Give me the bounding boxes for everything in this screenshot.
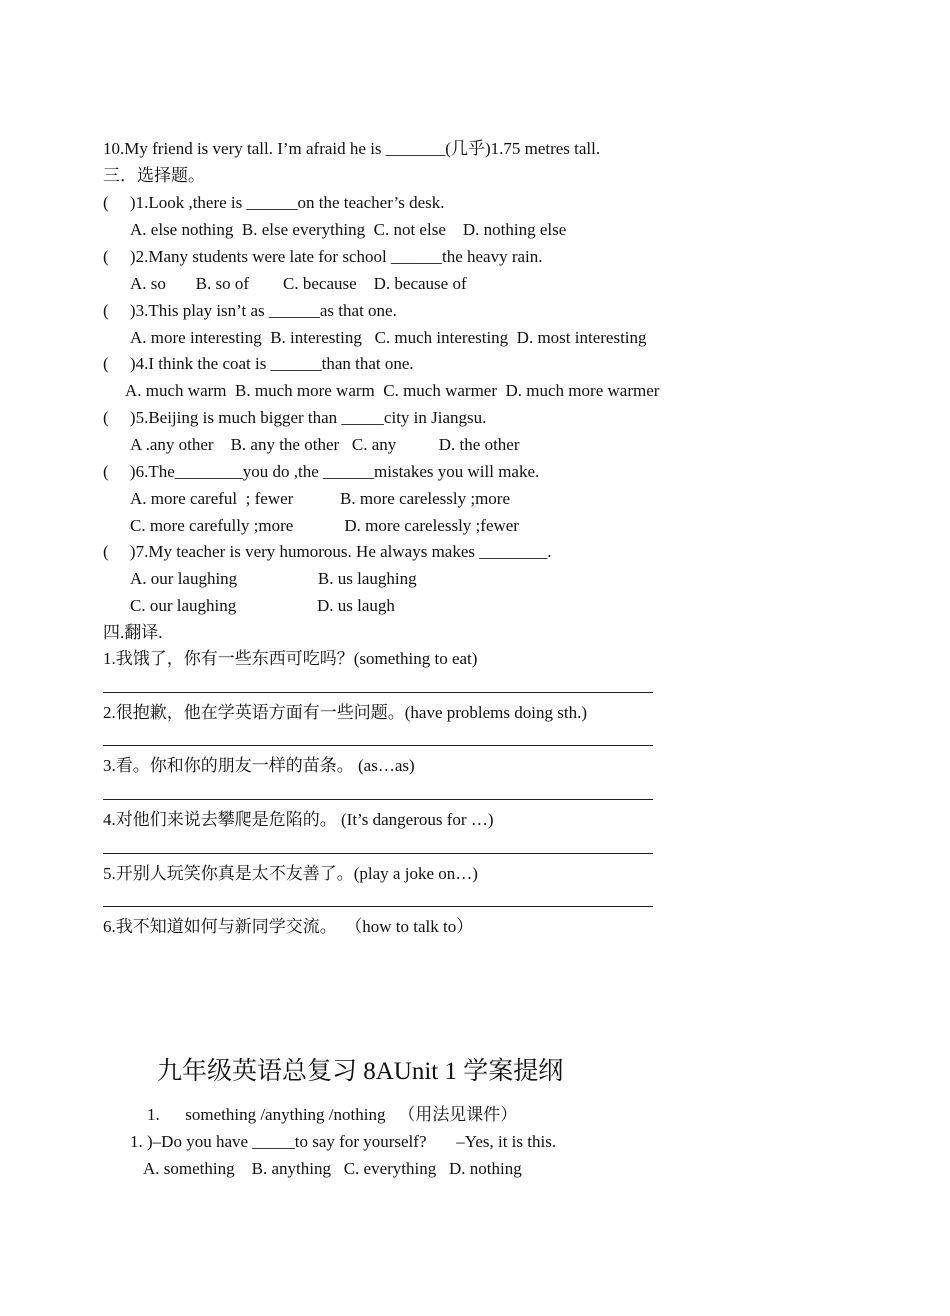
mc-question-4-options: A. much warm B. much more warm C. much warmer D. much more warmer <box>125 381 660 400</box>
mc-question-6-options-b: C. more carefully ;more D. more carelessly ;fewer <box>130 516 519 535</box>
outline-exercise-1-options: A. something B. anything C. everything D. nothing <box>143 1159 522 1178</box>
mc-question-3: ( )3.This play isn’t as ______as that one. <box>103 301 397 320</box>
mc-question-5-options: A .any other B. any the other C. any D. the other <box>130 435 520 454</box>
mc-question-2: ( )2.Many students were late for school ______the heavy rain. <box>103 247 543 266</box>
translation-4: 4.对他们来说去攀爬是危陷的。 (It’s dangerous for …) <box>103 810 494 829</box>
mc-question-6: ( )6.The________you do ,the ______mistakes you will make. <box>103 462 540 481</box>
review-outline-title: 九年级英语总复习 8AUnit 1 学案提纲 <box>157 1058 564 1085</box>
section-3-heading: 三．选择题。 <box>103 166 205 185</box>
answer-line-5 <box>103 906 653 907</box>
mc-question-6-options-a: A. more careful ; fewer B. more carelessly ;more <box>130 489 510 508</box>
answer-line-4 <box>103 853 653 854</box>
translation-3: 3.看。你和你的朋友一样的苗条。 (as…as) <box>103 756 415 775</box>
mc-question-4: ( )4.I think the coat is ______than that one. <box>103 354 414 373</box>
mc-question-7-options-a: A. our laughing B. us laughing <box>130 569 417 588</box>
answer-line-2 <box>103 745 653 746</box>
translation-6: 6.我不知道如何与新同学交流。 （how to talk to） <box>103 917 474 936</box>
outline-section-1: 1. something /anything /nothing （用法见课件） <box>147 1105 518 1124</box>
answer-line-3 <box>103 799 653 800</box>
mc-question-7-options-b: C. our laughing D. us laugh <box>130 596 395 615</box>
mc-question-5: ( )5.Beijing is much bigger than _____city in Jiangsu. <box>103 408 487 427</box>
translation-2: 2.很抱歉，他在学英语方面有一些问题。(have problems doing sth.) <box>103 703 587 722</box>
mc-question-1-options: A. else nothing B. else everything C. not else D. nothing else <box>130 220 567 239</box>
mc-question-2-options: A. so B. so of C. because D. because of <box>130 274 467 293</box>
translation-5: 5.开别人玩笑你真是太不友善了。(play a joke on…) <box>103 864 478 883</box>
mc-question-3-options: A. more interesting B. interesting C. much interesting D. most interesting <box>130 328 647 347</box>
outline-exercise-1: 1. )–Do you have _____to say for yourself? –Yes, it is this. <box>130 1132 557 1151</box>
translation-1: 1.我饿了，你有一些东西可吃吗？(something to eat) <box>103 649 478 668</box>
mc-question-1: ( )1.Look ,there is ______on the teacher’s desk. <box>103 193 445 212</box>
question-10: 10.My friend is very tall. I’m afraid he is _______(几乎)1.75 metres tall. <box>103 139 601 158</box>
answer-line-1 <box>103 692 653 693</box>
section-4-heading: 四.翻译. <box>103 623 163 642</box>
mc-question-7: ( )7.My teacher is very humorous. He always makes ________. <box>103 542 552 561</box>
